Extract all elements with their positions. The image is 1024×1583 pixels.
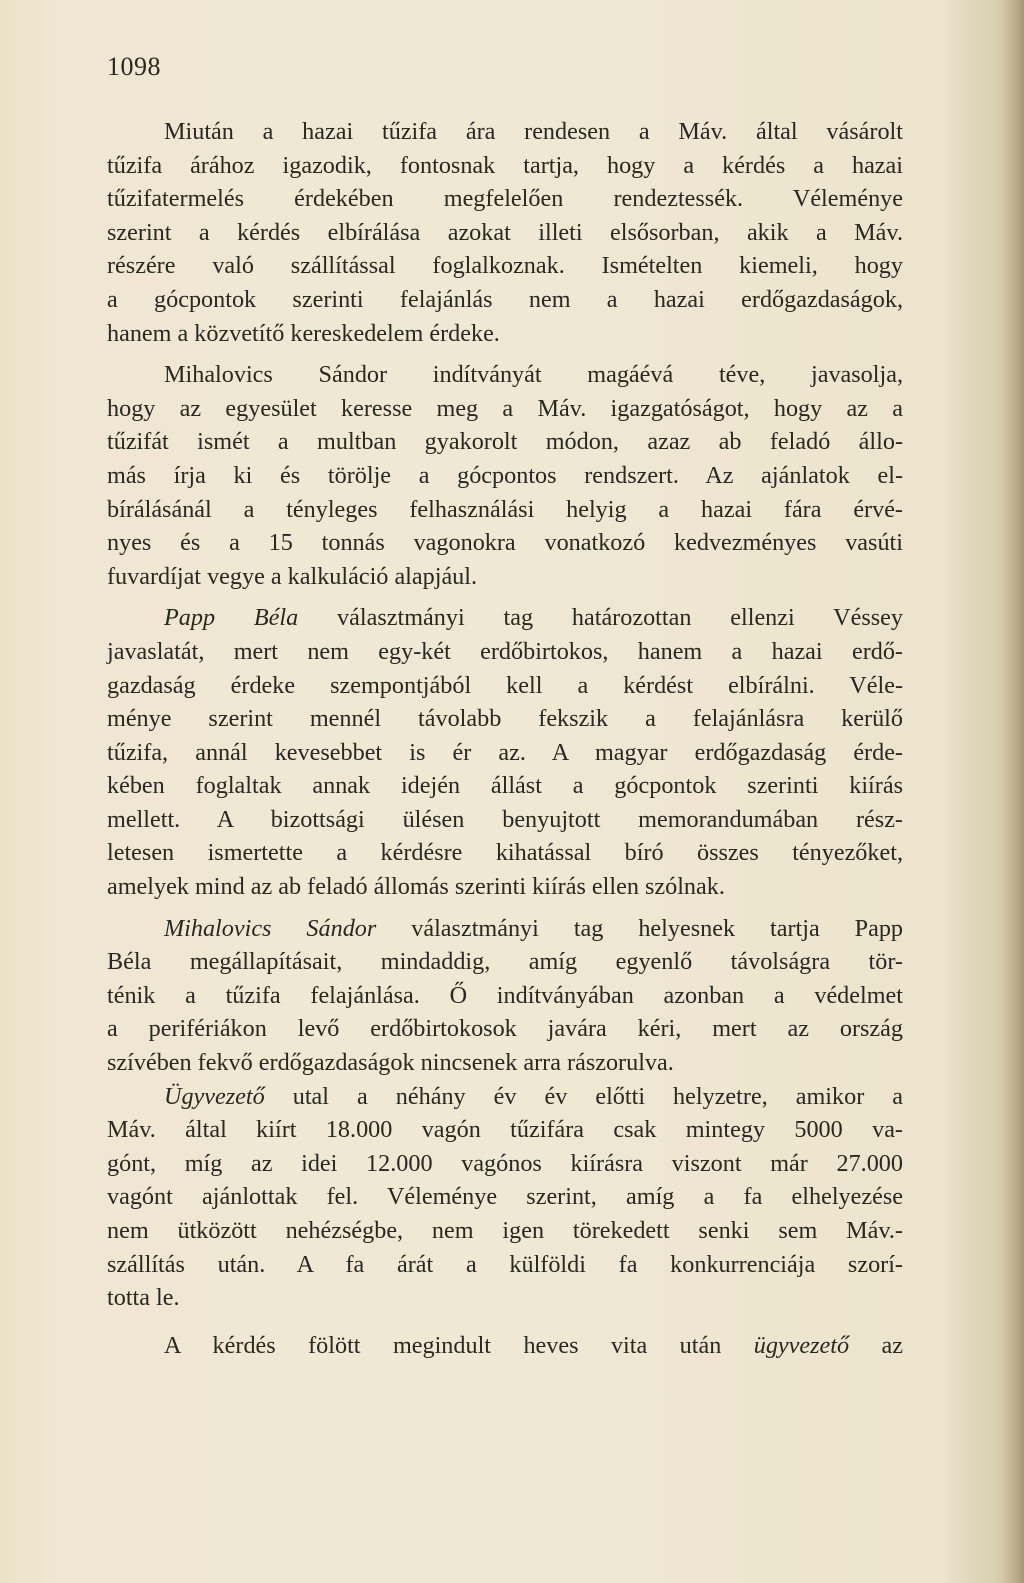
speaker-name: Mihalovics Sándor: [164, 914, 377, 942]
text-line: mellett. A bizottsági ülésen benyujtott memorandumában rész-: [107, 805, 903, 833]
text-segment: választmányi tag helyesnek tartja Papp: [376, 914, 904, 942]
text-line: tűzifa, annál kevesebbet is ér az. A magyar erdőgazdaság érde-: [107, 738, 903, 766]
speaker-name: Ügyvezető: [164, 1082, 265, 1110]
text-line: szerint a kérdés elbírálása azokat illeti elsősorban, akik a Máv.: [107, 218, 903, 246]
text-line: vagónt ajánlottak fel. Véleménye szerint, amíg a fa elhelyezése: [107, 1183, 903, 1211]
text-line: bírálásánál a tényleges felhasználási helyig a hazai fára érvé-: [107, 495, 903, 523]
text-line: totta le.: [107, 1284, 180, 1312]
text-line: [107, 912, 903, 946]
text-line: gazdaság érdeke szempontjából kell a kérdést elbírálni. Véle-: [107, 671, 903, 699]
text-line: Máv. által kiírt 18.000 vagón tűzifára csak mintegy 5000 va-: [107, 1116, 903, 1144]
text-line: nyes és a 15 tonnás vagonokra vonatkozó kedvezményes vasúti: [107, 529, 903, 557]
text-line: Mihalovics Sándor indítványát magáévá téve, javasolja,: [164, 361, 903, 389]
page-number: 1098: [107, 52, 161, 81]
text-line: [107, 601, 903, 635]
text-segment: az: [849, 1331, 903, 1359]
text-line: tűzifa árához igazodik, fontosnak tartja, hogy a kérdés a hazai: [107, 151, 903, 179]
paragraph: [107, 1329, 903, 1363]
text-line: letesen ismertette a kérdésre kihatással bíró összes tényezőket,: [107, 839, 903, 867]
text-line: tűzifát ismét a multban gyakorolt módon, azaz ab feladó állo-: [107, 428, 903, 456]
text-line: a gócpontok szerinti felajánlás nem a hazai erdőgazdaságok,: [107, 285, 903, 313]
page-edge-shadow: [1002, 0, 1024, 1583]
speaker-name: ügyvezető: [753, 1331, 850, 1359]
text-line: fuvardíjat vegye a kalkuláció alapjául.: [107, 562, 478, 590]
text-line: szállítás után. A fa árát a külföldi fa konkurrenciája szorí-: [107, 1250, 903, 1278]
paragraph: [107, 115, 903, 350]
text-line: a perifériákon levő erdőbirtokosok javára kéri, mert az ország: [107, 1015, 903, 1043]
text-line: Béla megállapításait, mindaddig, amíg egyenlő távolságra tör-: [107, 948, 903, 976]
text-line: ménye szerint mennél távolabb fekszik a felajánlásra kerülő: [107, 705, 903, 733]
text-line: szívében fekvő erdőgazdaságok nincsenek arra rászorulva.: [107, 1049, 674, 1077]
text-line: részére való szállítással foglalkoznak. Ismételten kiemeli, hogy: [107, 252, 903, 280]
text-line: [107, 1329, 903, 1363]
text-line: nem ütközött nehézségbe, nem igen törekedett senki sem Máv.-: [107, 1217, 903, 1244]
text-line: tűzifatermelés érdekében megfelelően rendeztessék. Véleménye: [107, 185, 903, 213]
paragraph: [107, 601, 903, 903]
text-line: kében foglaltak annak idején állást a gócpontok szerinti kiírás: [107, 772, 903, 800]
text-line: javaslatát, mert nem egy-két erdőbirtokos, hanem a hazai erdő-: [107, 637, 903, 665]
paragraph: [107, 1080, 903, 1315]
text-line: gónt, míg az idei 12.000 vagónos kiírásra viszont már 27.000: [107, 1149, 903, 1177]
text-segment: A kérdés fölött megindult heves vita után: [164, 1331, 754, 1359]
text-segment: utal a néhány év év előtti helyzetre, amikor a: [264, 1082, 903, 1110]
paragraph: [107, 912, 903, 1080]
text-line: ténik a tűzifa felajánlása. Ő indítványában azonban a védelmet: [107, 981, 903, 1009]
text-line: más írja ki és törölje a gócpontos rendszert. Az ajánlatok el-: [107, 461, 903, 489]
paragraph: [107, 358, 903, 593]
text-line: [107, 1080, 903, 1114]
text-line: Miután a hazai tűzifa ára rendesen a Máv. által vásárolt: [164, 118, 903, 145]
text-line: hogy az egyesület keresse meg a Máv. igazgatóságot, hogy az a: [107, 394, 903, 422]
text-line: hanem a közvetítő kereskedelem érdeke.: [107, 319, 500, 347]
text-line: amelyek mind az ab feladó állomás szerinti kiírás ellen szólnak.: [107, 873, 725, 901]
text-segment: választmányi tag határozottan ellenzi Véssey: [298, 604, 903, 632]
body-text: [107, 115, 903, 1362]
speaker-name: Papp Béla: [164, 604, 299, 632]
